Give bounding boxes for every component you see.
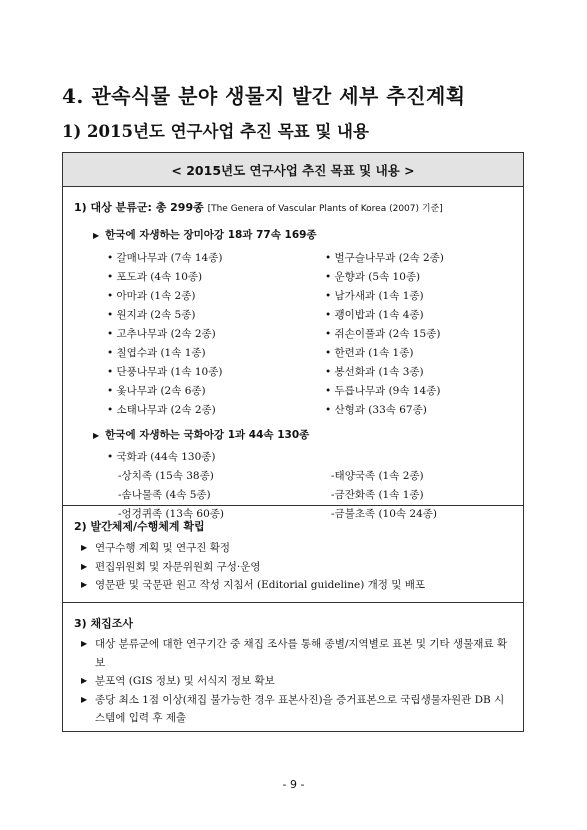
page-number: - 9 - — [282, 778, 305, 791]
triangle-right-icon: ▶ — [81, 561, 88, 571]
section-publication-system — [63, 506, 523, 603]
list-item: • 옻나무과 (2속 6종) — [107, 385, 206, 397]
list-item: -태양국족 (1속 2종) — [331, 470, 424, 482]
list-item: • 소태나무과 (2속 2종) — [107, 404, 216, 416]
triangle-right-icon: ▶ — [93, 231, 100, 240]
triangle-right-icon: ▶ — [81, 543, 88, 552]
list-item: • 아마과 (1속 2종) — [107, 290, 196, 302]
triangle-right-icon: ▶ — [81, 580, 88, 589]
section1-title-line — [74, 199, 443, 215]
list-item: ▶ 종당 최소 1점 이상(채집 불가능한 경우 표본사진)을 증거표본으로 국립생물자원관 DB 시스템에 입력 후 제출 — [81, 691, 511, 728]
section-target-taxa — [63, 187, 523, 520]
list-item: • 남가새과 (1속 1종) — [325, 290, 424, 302]
triangle-right-icon: ▶ — [93, 431, 100, 440]
list-item: • 봉선화과 (1속 3종) — [325, 366, 424, 378]
list-item: ▶ 대상 분류군에 대한 연구기간 중 채집 조사를 통해 종별/지역별로 표본 및 기타 생물재료 확보 — [81, 635, 511, 672]
section1-note: [The Genera of Vascular Plants of Korea (2007) 기준] — [207, 204, 443, 214]
triangle-right-icon: ▶ — [81, 639, 88, 648]
list-item: • 칠엽수과 (1속 1종) — [107, 347, 206, 359]
list-item: ▶ 분포역 (GIS 정보) 및 서식지 정보 확보 — [81, 672, 511, 691]
section-heading: 1) 2015년도 연구사업 추진 목표 및 내용 — [62, 122, 369, 141]
box-header: < 2015년도 연구사업 추진 목표 및 내용 > — [63, 153, 523, 187]
list-item: ▶ 연구수행 계획 및 연구진 확정 — [81, 539, 511, 558]
family-asteraceae: • 국화과 (44속 130종) — [107, 451, 216, 463]
section3-list — [81, 635, 511, 728]
list-item: -솜나물족 (4속 5종) — [118, 489, 211, 501]
list-item: -엉겅퀴족 (13속 60종) — [118, 508, 224, 520]
list-item: -금잔화족 (1속 1종) — [331, 489, 424, 501]
list-item: -금불초족 (10속 24종) — [331, 508, 437, 520]
section1-title: 1) 대상 분류군: 총 299종 — [74, 201, 204, 214]
section2-title: 2) 발간체제/수행체계 확립 — [74, 520, 205, 533]
list-item: • 산형과 (33속 67종) — [325, 404, 427, 416]
page-heading: 4. 관속식물 분야 생물지 발간 세부 추진계획 — [62, 84, 466, 108]
group2-title-line — [93, 427, 309, 442]
list-item: • 원지과 (2속 5종) — [107, 309, 196, 321]
list-item: • 벌구슬나무과 (2속 2종) — [325, 252, 444, 264]
section3-title: 3) 채집조사 — [74, 617, 134, 630]
triangle-right-icon: ▶ — [81, 676, 88, 685]
list-item: • 한련과 (1속 1종) — [325, 347, 414, 359]
group1-title: 한국에 자생하는 장미아강 18과 77속 169종 — [105, 229, 317, 241]
list-item: • 고추나무과 (2속 2종) — [107, 328, 216, 340]
list-item: • 단풍나무과 (1속 10종) — [107, 366, 223, 378]
group1-title-line — [93, 227, 317, 242]
list-item: • 운향과 (5속 10종) — [325, 271, 421, 283]
list-item: ▶ 영문판 및 국문판 원고 작성 지침서 (Editorial guideline) 개정 및 배포 — [81, 576, 511, 595]
section2-list — [81, 539, 511, 595]
section-field-survey — [63, 603, 523, 732]
triangle-right-icon: ▶ — [81, 694, 88, 704]
list-item: • 두릅나무과 (9속 14종) — [325, 385, 441, 397]
list-item: • 포도과 (4속 10종) — [107, 271, 203, 283]
list-item: • 괭이밥과 (1속 4종) — [325, 309, 424, 321]
list-item: -상치족 (15속 38종) — [118, 470, 214, 482]
group1-list — [107, 249, 467, 420]
list-item: • 갈매나무과 (7속 14종) — [107, 252, 223, 264]
list-item: • 쥐손이풀과 (2속 15종) — [325, 328, 441, 340]
group2-title: 한국에 자생하는 국화아강 1과 44속 130종 — [105, 429, 310, 441]
list-item: ▶ 편집위원회 및 자문위원회 구성·운영 — [81, 558, 511, 577]
goals-box — [62, 152, 524, 732]
